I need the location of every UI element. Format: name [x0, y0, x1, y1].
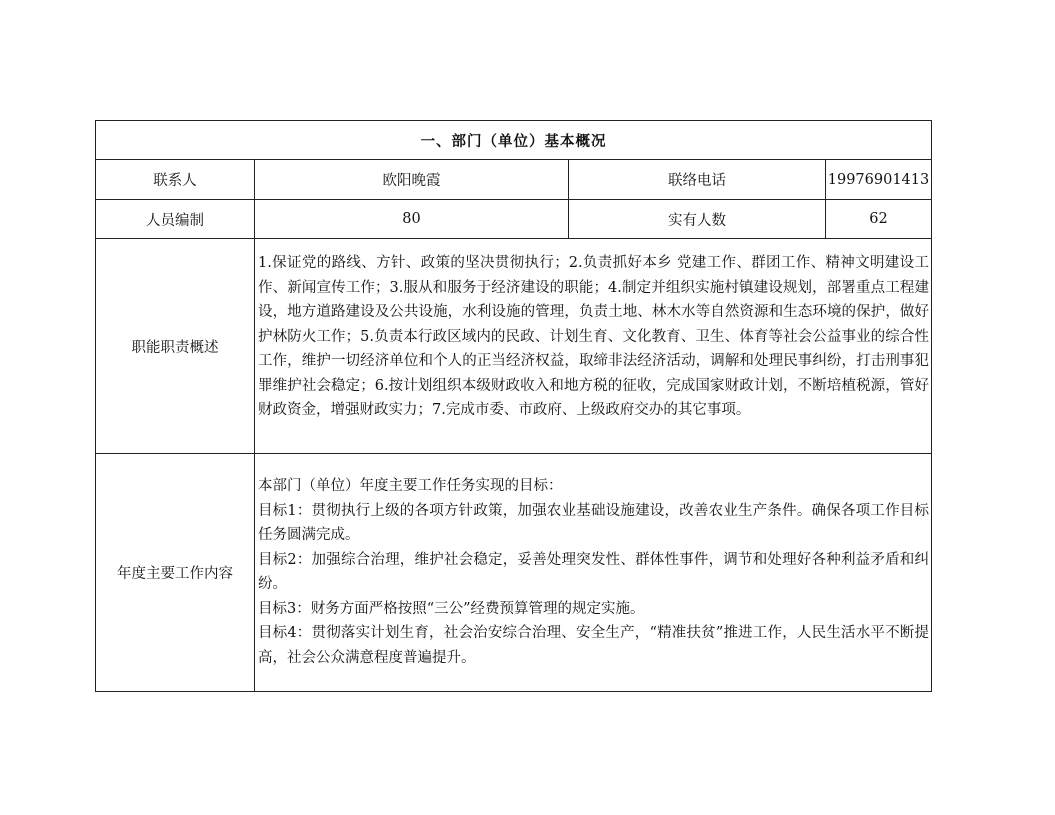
annual-goal-2: 目标2：加强综合治理，维护社会稳定，妥善处理突发性、群体性事件，调节和处理好各种利益矛盾和纠纷。	[258, 551, 929, 592]
actual-staff-label: 实有人数	[569, 200, 826, 239]
actual-staff-value: 62	[826, 200, 932, 239]
contact-label: 联系人	[96, 160, 255, 200]
staffing-label: 人员编制	[96, 200, 255, 239]
annual-goal-3: 目标3：财务方面严格按照“三公”经费预算管理的规定实施。	[258, 600, 645, 617]
annual-work-content	[255, 454, 932, 692]
annual-goal-1: 目标1：贯彻执行上级的各项方针政策，加强农业基础设施建设，改善农业生产条件。确保各项工作目标任务圆满完成。	[258, 502, 929, 543]
table-title: 一、部门（单位）基本概况	[96, 121, 932, 160]
duties-label: 职能职责概述	[96, 239, 255, 454]
annual-work-label: 年度主要工作内容	[96, 454, 255, 692]
duties-row	[96, 239, 932, 454]
annual-intro: 本部门（单位）年度主要工作任务实现的目标：	[258, 478, 563, 494]
phone-value: 19976901413	[826, 160, 932, 200]
department-overview-table	[95, 120, 932, 692]
contact-value: 欧阳晚霞	[255, 160, 569, 200]
annual-goal-4: 目标4：贯彻落实计划生育，社会治安综合治理、安全生产，“精准扶贫”推进工作，人民生活水平不断提高，社会公众满意程度普遍提升。	[258, 625, 929, 666]
phone-label: 联络电话	[569, 160, 826, 200]
duties-text: 1.保证党的路线、方针、政策的坚决贯彻执行；2.负责抓好本乡 党建工作、群团工作、精神文明建设工作、新闻宣传工作；3.服从和服务于经济建设的职能；4.制定并组织实施村镇建设规划，部署重点工程建设，地方道路建设及公共设施，水利设施的管理，负责土地、林木水等自然资源和生态环境的保护，做好护林防火工作；5.负责本行政区域内的民政、计划生育、文化教育、卫生、体育等社会公益事业的综合性工作，维护一切经济单位和个人的正当经济权益，取缔非法经济活动，调解和处理民事纠纷，打击刑事犯罪维护社会稳定；6.按计划组织本级财政收入和地方税的征收，完成国家财政计划，不断培植税源，管好财政资金，增强财政实力；7.完成市委、市政府、上级政府交办的其它事项。	[255, 239, 932, 454]
contact-row	[96, 160, 932, 200]
title-row	[96, 121, 932, 160]
staffing-row	[96, 200, 932, 239]
annual-work-row	[96, 454, 932, 692]
staffing-value: 80	[255, 200, 569, 239]
